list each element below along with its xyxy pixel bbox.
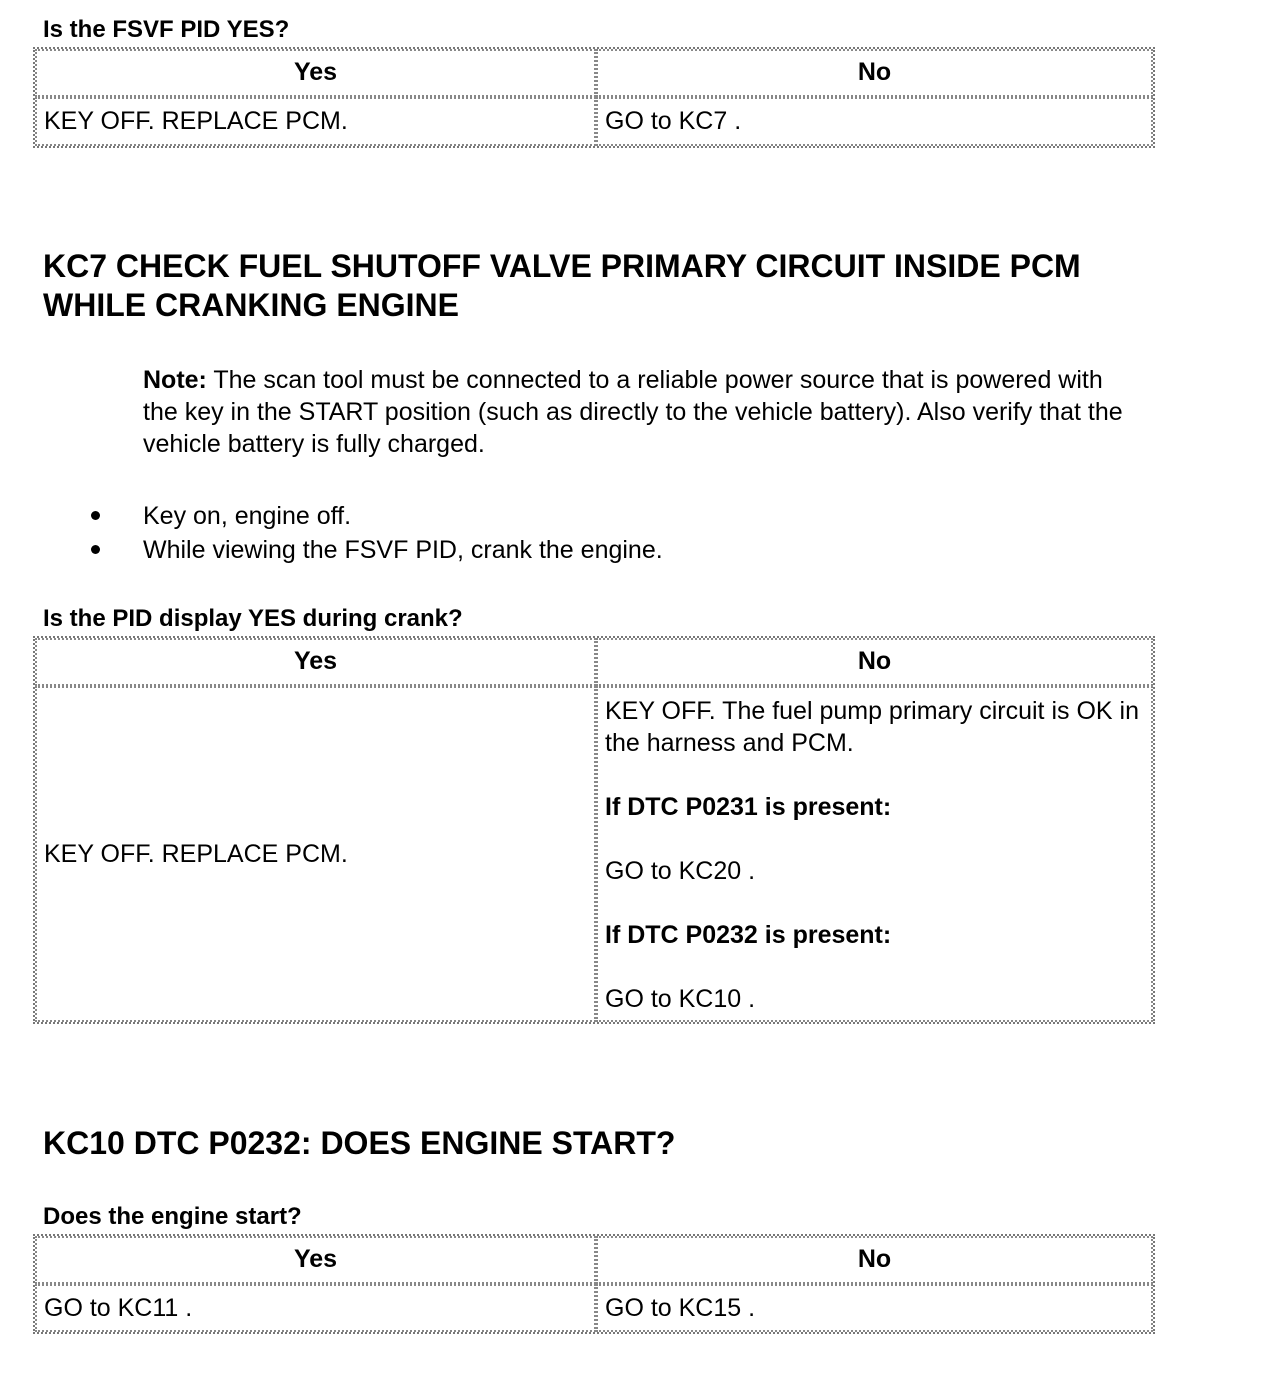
yes-action xyxy=(35,686,596,1022)
header-no: No xyxy=(596,638,1153,686)
table-header-row xyxy=(35,1236,1153,1284)
bullet-icon xyxy=(91,511,100,520)
goto-kc10: GO to KC10 . xyxy=(605,985,756,1013)
list-item xyxy=(0,499,1280,533)
note-block xyxy=(143,364,1258,460)
section-heading-kc10: KC10 DTC P0232: DOES ENGINE START? xyxy=(43,1125,676,1161)
goto-kc20: GO to KC20 . xyxy=(605,857,756,885)
bullet-text: Key on, engine off. xyxy=(143,502,352,530)
heading-line-1: KC7 CHECK FUEL SHUTOFF VALVE PRIMARY CIRCUIT INSIDE PCM xyxy=(43,248,1081,284)
list-item xyxy=(0,533,1280,567)
bullet-text: While viewing the FSVF PID, crank the engine. xyxy=(143,536,663,564)
yes-action-text: KEY OFF. REPLACE PCM. xyxy=(44,840,348,868)
decision-table-fsvf-pid xyxy=(33,47,1155,148)
condition-p0231: If DTC P0231 is present: xyxy=(605,793,892,821)
no-action xyxy=(596,686,1153,1022)
note-line-1: The scan tool must be connected to a reliable power source that is powered with xyxy=(206,366,1103,394)
heading-line-2: WHILE CRANKING ENGINE xyxy=(43,287,459,323)
header-yes: Yes xyxy=(35,1236,596,1284)
header-no: No xyxy=(596,1236,1153,1284)
header-yes: Yes xyxy=(35,638,596,686)
question-fsvf-pid: Is the FSVF PID YES? xyxy=(43,16,290,43)
table-row xyxy=(35,686,1153,1022)
condition-p0232: If DTC P0232 is present: xyxy=(605,921,892,949)
note-line-3: vehicle battery is fully charged. xyxy=(143,430,485,458)
yes-action: GO to KC11 . xyxy=(35,1284,596,1332)
bullet-icon xyxy=(91,545,100,554)
section-heading-kc7 xyxy=(43,247,1081,325)
yes-action: KEY OFF. REPLACE PCM. xyxy=(35,97,596,146)
decision-table-pid-display xyxy=(33,636,1155,1024)
note-label: Note: xyxy=(143,366,207,394)
note-line-2: the key in the START position (such as directly to the vehicle battery). Also verify that the xyxy=(143,398,1123,426)
no-action: GO to KC7 . xyxy=(596,97,1153,146)
table-row xyxy=(35,97,1153,146)
no-action-para: KEY OFF. The fuel pump primary circuit is OK in the harness and PCM. xyxy=(605,697,1139,757)
header-yes: Yes xyxy=(35,49,596,97)
bullet-list xyxy=(0,499,1280,569)
table-header-row xyxy=(35,638,1153,686)
table-row xyxy=(35,1284,1153,1332)
table-header-row xyxy=(35,49,1153,97)
decision-table-engine-start xyxy=(33,1234,1155,1334)
question-engine-start: Does the engine start? xyxy=(43,1203,302,1230)
no-action: GO to KC15 . xyxy=(596,1284,1153,1332)
header-no: No xyxy=(596,49,1153,97)
question-pid-display: Is the PID display YES during crank? xyxy=(43,605,463,632)
